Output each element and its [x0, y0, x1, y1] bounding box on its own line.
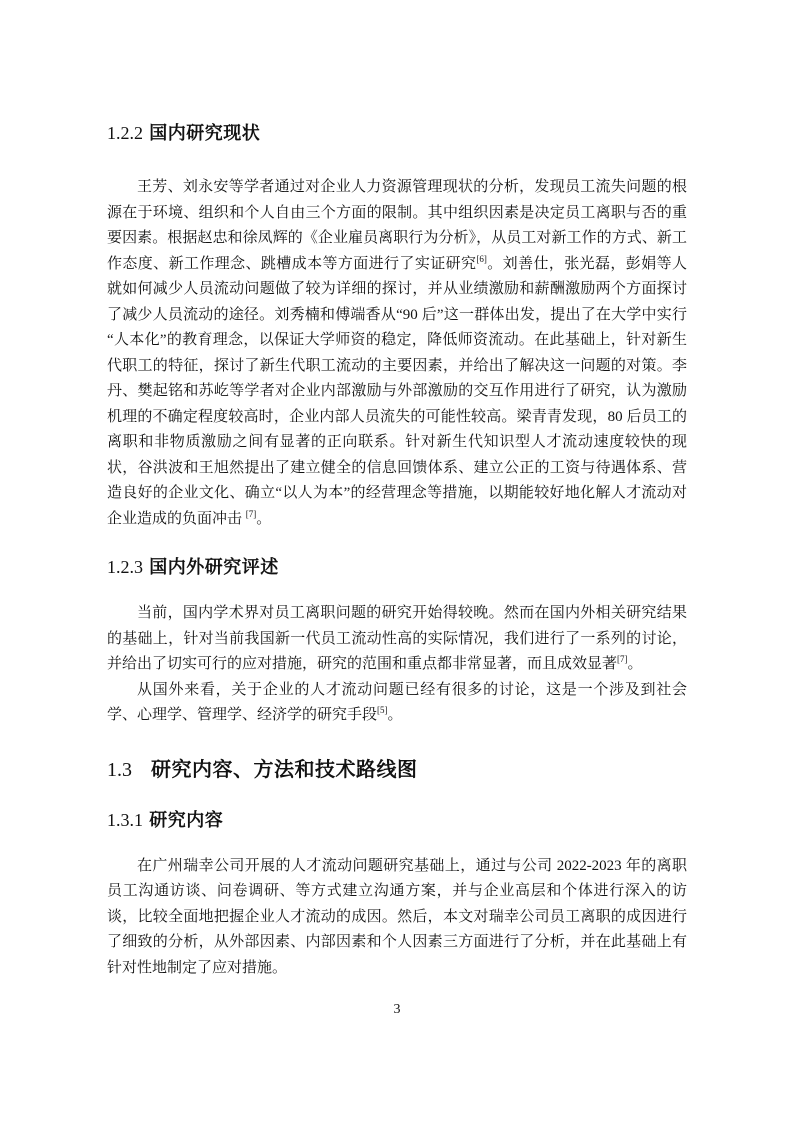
page-footer	[107, 1001, 687, 1019]
section-title: 研究内容、方法和技术路线图	[151, 758, 418, 781]
citation-ref: [7]	[245, 508, 257, 519]
paragraph-text: 从国外来看，关于企业的人才流动问题已经有很多的讨论，这是一个涉及到社会学、心理学、管理学、经济学的研究手段	[107, 681, 687, 723]
section-number: 1.3	[107, 758, 132, 781]
section-heading-1-3-1	[107, 808, 687, 832]
body-paragraph	[107, 175, 687, 532]
paragraph-text: 当前，国内学术界对员工离职问题的研究开始得较晚。然而在国内外相关研究结果的基础上，针对当前我国新一代员工流动性高的实际情况，我们进行了一系列的讨论，并给出了切实可行的应对措施，研究的范围和重点都非常显著，而且成效显著	[107, 605, 687, 672]
section-title: 国内外研究评述	[149, 557, 279, 577]
body-paragraph	[107, 854, 687, 982]
section-heading-1-3	[107, 757, 687, 784]
citation-ref: [5]	[377, 705, 388, 715]
section-heading-1-2-2	[107, 121, 687, 145]
citation-ref: [7]	[617, 654, 628, 664]
section-heading-1-2-3	[107, 555, 687, 579]
page-number: 3	[393, 1002, 401, 1017]
section-number: 1.2.3	[107, 557, 143, 577]
paragraph-text: 。刘善仕，张光磊，彭娟等人就如何减少人员流动问题做了较为详细的探讨，并从业绩激励和薪酬激励两个方面探讨了减少人员流动的途径。刘秀楠和傅端香从“90 后”这一群体出发，提出了在大学中实行“人本化”的教育理念，以保证大学师资的稳定，降低师资流动。在此基础上，针对新生代职工的特征，探讨了新生代职工流动的主要因素，并给出了解决这一问题的对策。李丹、樊起铭和苏屹等学者对企业内部激励与外部激励的交互作用进行了研究，认为激励机理的不确定程度较高时，企业内部人员流失的可能性较高。梁青青发现，80 后员工的离职和非物质激励之间有显著的正向联系。针对新生代知识型人才流动速度较快的现状，谷洪波和王旭然提出了建立健全的信息回馈体系、建立公正的工资与待遇体系、营造良好的企业文化、确立“以人为本”的经营理念等措施，以期能较好地化解人才流动对企业造成的负面冲击	[107, 255, 687, 527]
section-title: 国内研究现状	[149, 123, 261, 143]
paragraph-text: 。	[627, 656, 643, 672]
body-paragraph	[107, 678, 687, 729]
citation-ref: [6]	[476, 253, 487, 264]
section-title: 研究内容	[149, 809, 224, 830]
section-number: 1.3.1	[107, 809, 143, 830]
section-number: 1.2.2	[107, 123, 143, 143]
paragraph-text: 。	[256, 510, 272, 527]
paragraph-text: 王芳、刘永安等学者通过对企业人力资源管理现状的分析，发现员工流失问题的根源在于环境、组织和个人自由三个方面的限制。其中组织因素是决定员工离职与否的重要因素。根据赵忠和徐凤辉的《企业雇员离职行为分析》，从员工对新工作的方式、新工作态度、新工作理念、跳槽成本等方面进行了实证研究	[107, 179, 687, 272]
paragraph-text: 。	[387, 707, 403, 723]
paragraph-text: 在广州瑞幸公司开展的人才流动问题研究基础上，通过与公司 2022-2023 年的离职员工沟通访谈、问卷调研、等方式建立沟通方案，并与企业高层和个体进行深入的访谈，比较全面地把握企业人才流动的成因。然后，本文对瑞幸公司员工离职的成因进行了细致的分析，从外部因素、内部因素和个人因素三方面进行了分析，并在此基础上有针对性地制定了应对措施。	[107, 857, 687, 976]
body-paragraph	[107, 601, 687, 678]
